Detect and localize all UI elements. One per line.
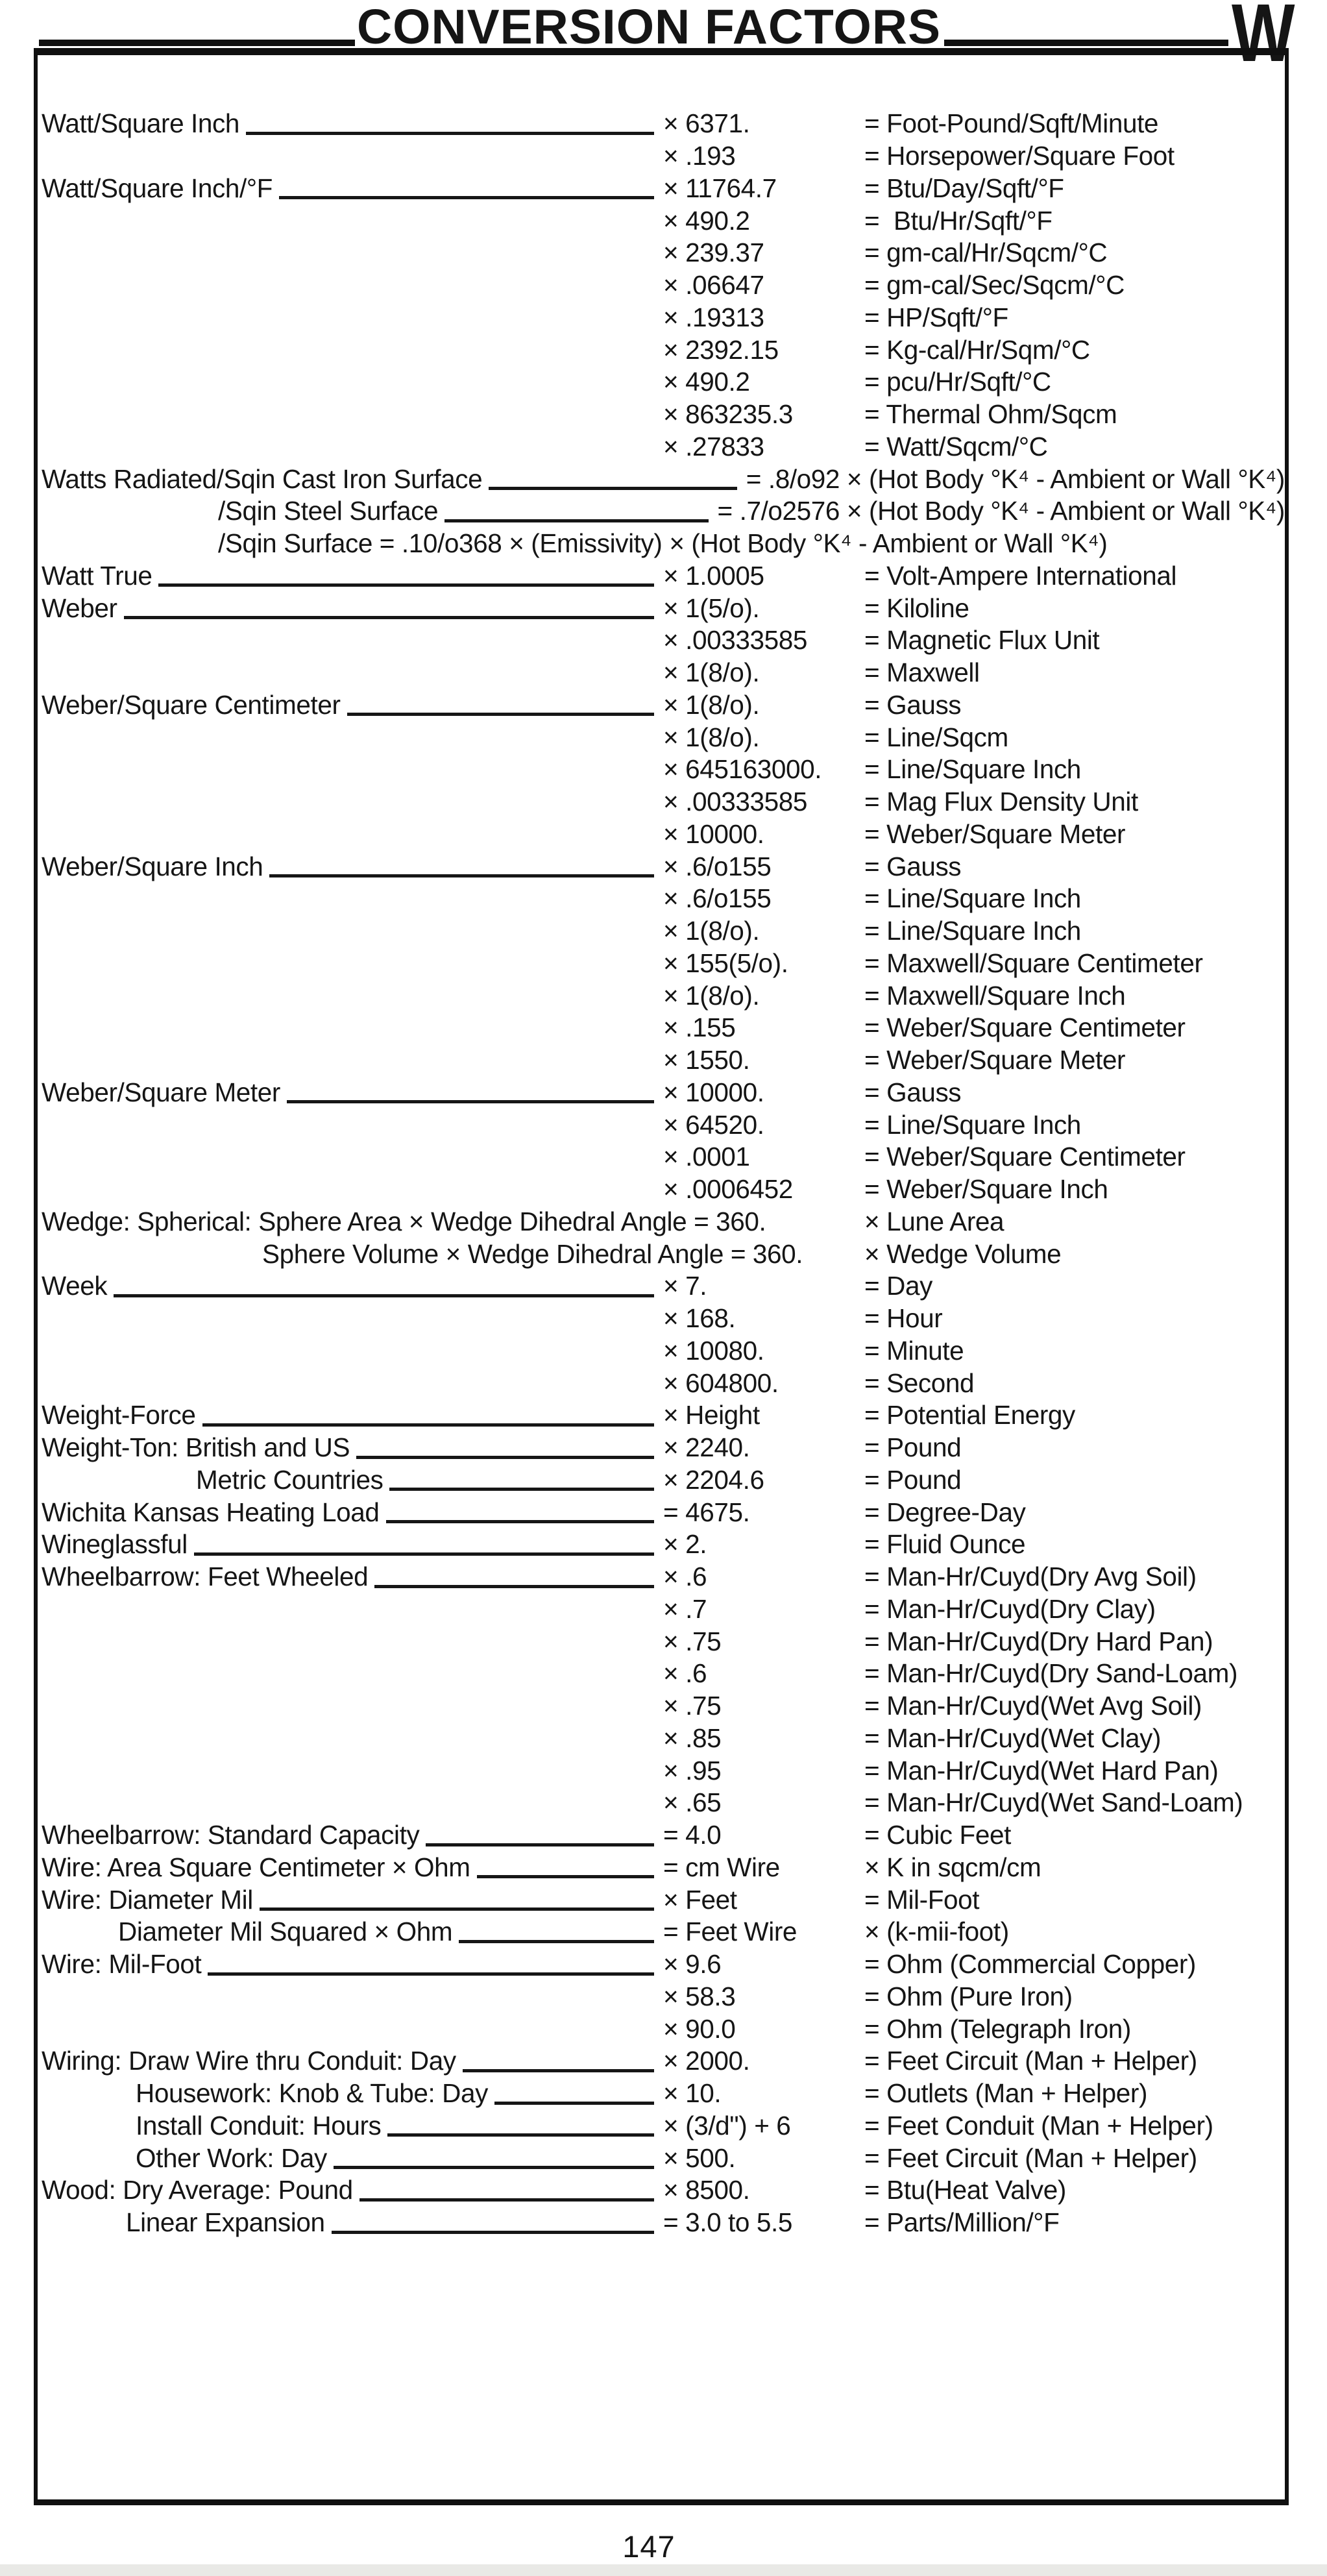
spacer <box>48 844 654 845</box>
row-result: = Man-Hr/Cuyd(Dry Sand-Loam) <box>864 1658 1238 1689</box>
conversion-rows <box>38 106 1285 2237</box>
row-factor: × .6/o155 <box>663 851 772 881</box>
spacer <box>48 1393 654 1394</box>
table-row <box>38 106 1285 138</box>
table-row <box>38 1721 1285 1753</box>
row-label: Watt/Square Inch <box>42 108 240 139</box>
row-label: Wire: Mil-Foot <box>42 1949 202 1980</box>
table-row <box>38 848 1285 881</box>
table-row <box>38 655 1285 687</box>
row-factor: × .193 <box>663 141 736 171</box>
spacer <box>48 973 654 974</box>
table-row <box>38 138 1285 171</box>
row-result: = Ohm (Commercial Copper) <box>864 1949 1197 1980</box>
row-result: = Mag Flux Density Unit <box>864 787 1138 817</box>
table-row <box>38 2172 1285 2205</box>
spacer <box>48 1716 654 1717</box>
table-row <box>38 235 1285 267</box>
row-label: Weber/Square Meter <box>42 1077 280 1107</box>
page-number: 147 <box>622 2529 676 2564</box>
row-result: = Gauss <box>864 1077 962 1107</box>
scan-edge-artifact <box>0 2564 1327 2576</box>
row-label: Wedge: Spherical: Sphere Area × Wedge Dihedral Angle = 360. <box>42 1206 766 1236</box>
row-result: = Feet Conduit (Man + Helper) <box>864 2110 1213 2141</box>
row-factor: × .75 <box>663 1626 722 1656</box>
row-factor: × .6 <box>663 1658 707 1689</box>
table-row <box>38 397 1285 429</box>
row-label: Wire: Area Square Centimeter × Ohm <box>42 1852 470 1882</box>
row-factor: × 2240. <box>663 1432 750 1463</box>
row-result: = Man-Hr/Cuyd(Dry Clay) <box>864 1593 1156 1624</box>
table-row <box>38 1301 1285 1333</box>
row-result: = Man-Hr/Cuyd(Dry Hard Pan) <box>864 1626 1213 1656</box>
row-factor: × 10. <box>663 2078 722 2109</box>
row-result: = gm-cal/Hr/Sqcm/°C <box>864 238 1108 268</box>
row-result: = Man-Hr/Cuyd(Wet Clay) <box>864 1723 1162 1753</box>
leader-line <box>158 582 654 587</box>
row-result: × (k-mii-foot) <box>864 1917 1009 1947</box>
row-label: Metric Countries <box>196 1464 383 1495</box>
spacer <box>48 456 654 458</box>
row-result: = Outlets (Man + Helper) <box>864 2078 1148 2109</box>
row-result: = Watt/Sqcm/°C <box>864 431 1048 461</box>
spacer <box>48 1780 654 1782</box>
row-factor: × 10000. <box>663 818 764 849</box>
row-factor: = cm Wire <box>663 1852 780 1882</box>
row-result: = Parts/Million/°F <box>864 2207 1060 2238</box>
table-row <box>38 364 1285 397</box>
row-label: Install Conduit: Hours <box>136 2110 382 2141</box>
table-row <box>38 1914 1285 1946</box>
table-row <box>38 1171 1285 1204</box>
spacer <box>48 1651 654 1652</box>
leader-line <box>287 1099 654 1103</box>
table-row <box>38 1010 1285 1042</box>
row-result: = Feet Circuit (Man + Helper) <box>864 2142 1197 2173</box>
row-label: Wire: Diameter Mil <box>42 1884 253 1915</box>
row-result: × Wedge Volume <box>864 1238 1062 1269</box>
table-row <box>38 1268 1285 1301</box>
row-label: Wood: Dry Average: Pound <box>42 2175 353 2205</box>
row-result: = Maxwell <box>864 657 980 688</box>
row-factor: × .0001 <box>663 1142 750 1172</box>
row-result: = Weber/Square Centimeter <box>864 1142 1186 1172</box>
table-row <box>38 752 1285 784</box>
row-label: Diameter Mil Squared × Ohm <box>118 1917 453 1947</box>
leader-line <box>459 1939 654 1943</box>
spacer <box>48 295 654 297</box>
row-label: Week <box>42 1271 108 1301</box>
row-result: = Gauss <box>864 851 962 881</box>
leader-line <box>332 2229 654 2234</box>
leader-line <box>477 1874 654 1878</box>
row-label: Weight-Force <box>42 1400 196 1430</box>
row-result: = Gauss <box>864 689 962 720</box>
leader-line <box>444 518 708 522</box>
row-factor: × 64520. <box>663 1109 764 1140</box>
leader-line <box>389 1486 654 1491</box>
table-row <box>38 2205 1285 2237</box>
row-formula: = .7/o2576 × (Hot Body °K⁴ - Ambient or Wall °K⁴) <box>717 496 1285 526</box>
row-label: Housework: Knob & Tube: Day <box>136 2078 488 2109</box>
row-factor: × .06647 <box>663 270 764 301</box>
row-result: = HP/Sqft/°F <box>864 302 1008 332</box>
table-row <box>38 1139 1285 1171</box>
row-factor: × 1(8/o). <box>663 689 760 720</box>
leader-line <box>246 130 654 135</box>
table-row <box>38 558 1285 591</box>
row-factor: × 863235.3 <box>663 399 793 430</box>
row-factor: × 1(8/o). <box>663 980 760 1011</box>
row-result: = Line/Square Inch <box>864 883 1081 914</box>
row-result: = Btu/Day/Sqft/°F <box>864 173 1064 203</box>
row-label: Watts Radiated/Sqin Cast Iron Surface <box>42 463 483 494</box>
row-factor: × 2204.6 <box>663 1464 764 1495</box>
leader-line <box>202 1422 654 1427</box>
row-result: = Ohm (Telegraph Iron) <box>864 2013 1132 2044</box>
spacer <box>48 812 654 813</box>
row-result: = Kg-cal/Hr/Sqm/°C <box>864 334 1090 365</box>
spacer <box>48 360 654 361</box>
spacer <box>48 1070 654 1072</box>
row-factor: × 490.2 <box>663 205 750 236</box>
table-row <box>38 332 1285 364</box>
row-result: = Maxwell/Square Inch <box>864 980 1126 1011</box>
spacer <box>48 941 654 942</box>
table-row <box>38 461 1285 493</box>
spacer <box>48 424 654 426</box>
row-factor: × 2. <box>663 1529 707 1560</box>
row-factor: × 239.37 <box>663 238 764 268</box>
table-row <box>38 493 1285 526</box>
leader-line <box>114 1293 654 1297</box>
row-result: = Line/Sqcm <box>864 722 1008 752</box>
leader-line <box>260 1906 654 1911</box>
row-result: = Minute <box>864 1335 964 1366</box>
spacer <box>48 683 654 684</box>
row-label: Watt/Square Inch/°F <box>42 173 273 203</box>
table-row <box>38 1494 1285 1527</box>
table-row <box>38 2076 1285 2108</box>
row-label: /Sqin Steel Surface <box>218 496 439 526</box>
row-factor: × .19313 <box>663 302 764 332</box>
spacer <box>48 1135 654 1136</box>
table-row <box>38 1397 1285 1430</box>
table-row <box>38 1656 1285 1688</box>
spacer <box>48 1038 654 1039</box>
row-label: Weber <box>42 593 117 623</box>
row-factor: × (3/d") + 6 <box>663 2110 791 2141</box>
row-result: = Pound <box>864 1464 962 1495</box>
row-label: Linear Expansion <box>126 2207 325 2238</box>
leader-line <box>347 711 654 716</box>
row-result: = Potential Energy <box>864 1400 1075 1430</box>
row-result: = Man-Hr/Cuyd(Wet Sand-Loam) <box>864 1787 1243 1818</box>
leader-line <box>194 1551 654 1556</box>
row-factor: × 1(8/o). <box>663 657 760 688</box>
spacer <box>48 1005 654 1007</box>
row-result: = Btu/Hr/Sqft/°F <box>864 205 1053 236</box>
spacer <box>48 1360 654 1362</box>
row-factor: × 1.0005 <box>663 560 764 591</box>
table-row <box>38 429 1285 461</box>
leader-line <box>386 1519 654 1523</box>
spacer <box>48 1748 654 1749</box>
table-row <box>38 1623 1285 1656</box>
row-factor: × .85 <box>663 1723 722 1753</box>
row-label: Wiring: Draw Wire thru Conduit: Day <box>42 2046 456 2076</box>
row-formula: = .8/o92 × (Hot Body °K⁴ - Ambient or Wall °K⁴) <box>746 463 1285 494</box>
row-label: Other Work: Day <box>136 2142 327 2173</box>
row-label: Weber/Square Inch <box>42 851 263 881</box>
leader-line <box>494 2100 654 2105</box>
row-result: = Fluid Ounce <box>864 1529 1026 1560</box>
leader-line <box>334 2165 654 2169</box>
table-row <box>38 1365 1285 1397</box>
table-row <box>38 1107 1285 1139</box>
table-row <box>38 1752 1285 1785</box>
spacer <box>48 2039 654 2040</box>
page-title: CONVERSION FACTORS <box>356 0 942 54</box>
row-result: = Horsepower/Square Foot <box>864 141 1175 171</box>
spacer <box>48 230 654 232</box>
row-result: = Magnetic Flux Unit <box>864 625 1100 656</box>
row-result: = Weber/Square Centimeter <box>864 1012 1186 1043</box>
table-row <box>38 622 1285 655</box>
row-result: = Line/Square Inch <box>864 916 1081 946</box>
row-result: = Second <box>864 1368 975 1398</box>
table-row <box>38 1850 1285 1882</box>
leader-line <box>279 195 654 199</box>
table-row <box>38 1559 1285 1591</box>
table-row <box>38 1430 1285 1462</box>
row-result: = Weber/Square Meter <box>864 1045 1126 1075</box>
row-factor: × .6/o155 <box>663 883 772 914</box>
row-factor: × 168. <box>663 1303 736 1334</box>
row-result: = Thermal Ohm/Sqcm <box>864 399 1117 430</box>
row-factor: × .0006452 <box>663 1174 793 1205</box>
table-row <box>38 202 1285 235</box>
table-row <box>38 1946 1285 1979</box>
spacer <box>48 392 654 393</box>
spacer <box>48 2006 654 2007</box>
table-row <box>38 977 1285 1010</box>
row-result: × Lune Area <box>864 1206 1004 1236</box>
table-row <box>38 2011 1285 2043</box>
row-factor: × .6 <box>663 1562 707 1592</box>
row-label: Wineglassful <box>42 1529 188 1560</box>
table-row <box>38 1204 1285 1236</box>
row-result: = Btu(Heat Valve) <box>864 2175 1066 2205</box>
row-factor: × 1(5/o). <box>663 593 760 623</box>
row-factor: × 2392.15 <box>663 334 779 365</box>
row-factor: = Feet Wire <box>663 1917 797 1947</box>
row-result: = Mil-Foot <box>864 1884 980 1915</box>
row-result: = Volt-Ampere International <box>864 560 1177 591</box>
table-row <box>38 1979 1285 2011</box>
table-row <box>38 946 1285 978</box>
row-factor: × 6371. <box>663 108 750 139</box>
row-result: = Man-Hr/Cuyd(Wet Hard Pan) <box>864 1755 1219 1785</box>
leader-line <box>356 1454 654 1459</box>
title-rule-right <box>944 40 1228 46</box>
leader-line <box>208 1971 654 1976</box>
row-factor: × .00333585 <box>663 625 807 656</box>
table-row <box>38 1462 1285 1495</box>
table-row <box>38 300 1285 332</box>
row-label: Watt True <box>42 560 152 591</box>
row-result: = Weber/Square Inch <box>864 1174 1108 1205</box>
table-row <box>38 913 1285 946</box>
table-row <box>38 687 1285 720</box>
spacer <box>809 1264 855 1265</box>
table-row <box>38 2140 1285 2172</box>
row-result: = Line/Square Inch <box>864 1109 1081 1140</box>
row-factor: × .27833 <box>663 431 764 461</box>
spacer <box>48 747 654 748</box>
spacer <box>48 1684 654 1685</box>
row-factor: = 4.0 <box>663 1820 722 1850</box>
table-row <box>38 1817 1285 1850</box>
table-row <box>38 1075 1285 1107</box>
row-result: = Ohm (Pure Iron) <box>864 1981 1073 2011</box>
row-result: = Degree-Day <box>864 1497 1026 1527</box>
row-factor: × 604800. <box>663 1368 779 1398</box>
row-factor: × 9.6 <box>663 1949 722 1980</box>
table-row <box>38 590 1285 622</box>
spacer <box>48 909 654 910</box>
leader-line <box>359 2197 654 2202</box>
table-row <box>38 526 1285 558</box>
spacer <box>772 1231 855 1233</box>
table-row <box>38 2108 1285 2141</box>
spacer <box>48 1199 654 1201</box>
table-row <box>38 816 1285 849</box>
row-factor: × .95 <box>663 1755 722 1785</box>
row-label: Weber/Square Centimeter <box>42 689 341 720</box>
row-factor: × 490.2 <box>663 367 750 397</box>
row-label: Wichita Kansas Heating Load <box>42 1497 380 1527</box>
table-row <box>38 1333 1285 1366</box>
table-row <box>38 1785 1285 1817</box>
table-row <box>38 881 1285 913</box>
row-result: = Maxwell/Square Centimeter <box>864 948 1203 978</box>
spacer <box>48 779 654 781</box>
row-result: = Weber/Square Meter <box>864 818 1126 849</box>
row-factor: × 1(8/o). <box>663 916 760 946</box>
row-factor: × 7. <box>663 1271 707 1301</box>
row-factor: × 1(8/o). <box>663 722 760 752</box>
row-factor: × 90.0 <box>663 2013 736 2044</box>
row-result: = Day <box>864 1271 932 1301</box>
spacer <box>48 327 654 328</box>
row-label: Weight-Ton: British and US <box>42 1432 350 1463</box>
table-row <box>38 1236 1285 1268</box>
row-result: = Line/Square Inch <box>864 754 1081 785</box>
table-row <box>38 1527 1285 1559</box>
table-row <box>38 719 1285 752</box>
row-result: × K in sqcm/cm <box>864 1852 1041 1882</box>
row-factor: = 4675. <box>663 1497 750 1527</box>
spacer <box>48 1329 654 1330</box>
row-label: Sphere Volume × Wedge Dihedral Angle = 360. <box>262 1238 803 1269</box>
row-label: Wheelbarrow: Feet Wheeled <box>42 1562 369 1592</box>
table-row <box>38 171 1285 203</box>
table-row <box>38 784 1285 816</box>
table-row <box>38 2043 1285 2076</box>
row-factor: × 10000. <box>663 1077 764 1107</box>
leader-line <box>426 1842 654 1846</box>
leader-line <box>387 2132 654 2137</box>
leader-line <box>374 1584 654 1588</box>
row-result: = Hour <box>864 1303 943 1334</box>
spacer <box>48 650 654 652</box>
table-row <box>38 1591 1285 1624</box>
row-factor: = 3.0 to 5.5 <box>663 2207 792 2238</box>
spacer <box>48 263 654 264</box>
row-result: = Foot-Pound/Sqft/Minute <box>864 108 1159 139</box>
row-factor: × Height <box>663 1400 760 1430</box>
row-factor: × 10080. <box>663 1335 764 1366</box>
row-factor: × .7 <box>663 1593 707 1624</box>
row-result: = Man-Hr/Cuyd(Dry Avg Soil) <box>864 1562 1197 1592</box>
row-result: = pcu/Hr/Sqft/°C <box>864 367 1051 397</box>
row-result: = Feet Circuit (Man + Helper) <box>864 2046 1197 2076</box>
row-factor: × 2000. <box>663 2046 750 2076</box>
spacer <box>48 1619 654 1620</box>
row-label: /Sqin Surface = .10/o368 × (Emissivity) × (Hot Body °K⁴ - Ambient or Wall °K⁴) <box>218 528 1108 559</box>
row-label: Wheelbarrow: Standard Capacity <box>42 1820 420 1850</box>
row-factor: × 500. <box>663 2142 736 2173</box>
row-factor: × .65 <box>663 1787 722 1818</box>
row-factor: × .155 <box>663 1012 736 1043</box>
spacer <box>48 166 654 167</box>
table-row <box>38 1042 1285 1075</box>
leader-line <box>269 873 654 877</box>
row-result: = Kiloline <box>864 593 969 623</box>
leader-line <box>489 485 737 490</box>
spacer <box>48 1167 654 1168</box>
table-row <box>38 1882 1285 1914</box>
row-factor: × .00333585 <box>663 787 807 817</box>
row-result: = gm-cal/Sec/Sqcm/°C <box>864 270 1125 301</box>
row-result: = Cubic Feet <box>864 1820 1011 1850</box>
row-result: = Pound <box>864 1432 962 1463</box>
row-factor: × Feet <box>663 1884 737 1915</box>
row-factor: × .75 <box>663 1691 722 1721</box>
row-factor: × 11764.7 <box>663 173 777 203</box>
leader-line <box>124 615 654 619</box>
row-factor: × 155(5/o). <box>663 948 788 978</box>
row-factor: × 58.3 <box>663 1981 736 2011</box>
section-letter: W <box>1232 0 1295 79</box>
row-factor: × 1550. <box>663 1045 750 1075</box>
table-row <box>38 1688 1285 1721</box>
row-factor: × 645163000. <box>663 754 822 785</box>
row-factor: × 8500. <box>663 2175 750 2205</box>
row-result: = Man-Hr/Cuyd(Wet Avg Soil) <box>864 1691 1202 1721</box>
spacer <box>48 1813 654 1814</box>
leader-line <box>463 2068 654 2072</box>
table-row <box>38 267 1285 300</box>
